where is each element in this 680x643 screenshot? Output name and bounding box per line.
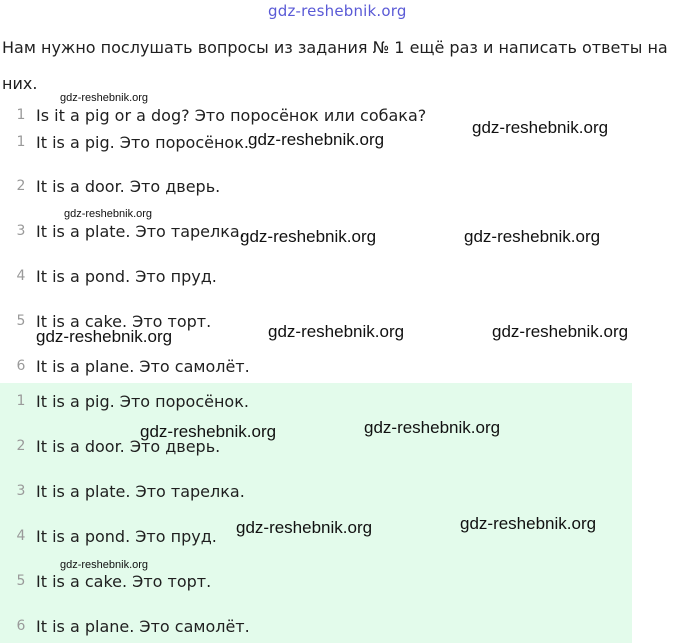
watermark: gdz-reshebnik.org [472,118,609,137]
watermark: gdz-reshebnik.org [268,322,405,341]
line-text: It is a plate. Это тарелка. [36,481,245,501]
line-number: 1 [16,107,26,123]
line-text: It is a pond. Это пруд. [36,266,217,286]
line-text: It is a pig. Это поросёнок. [36,391,249,411]
line-number: 5 [16,573,26,589]
task-instruction: Нам нужно послушать вопросы из задания № 1 ещё раз и написать ответы на них. [2,38,668,93]
header-watermark: gdz-reshebnik.org [268,2,407,20]
answer-block-background [0,383,632,643]
watermark: gdz-reshebnik.org [36,327,173,346]
watermark: gdz-reshebnik.org [236,518,373,537]
line-text: It is a plane. Это самолёт. [36,356,250,376]
line-number: 6 [16,618,26,634]
line-number: 1 [16,134,26,150]
line-text: Is it a pig or a dog? Это поросёнок или собака? [36,105,427,125]
line-number: 1 [16,393,26,409]
line-text: It is a pond. Это пруд. [36,526,217,546]
watermark: gdz-reshebnik.org [492,322,629,341]
line-text: It is a door. Это дверь. [36,436,221,456]
line-number: 4 [16,268,26,284]
line-number: 2 [16,178,26,194]
line-number: 5 [16,313,26,329]
line-number: 6 [16,358,26,374]
line-number: 4 [16,528,26,544]
line-text: It is a cake. Это торт. [36,571,212,591]
watermark: gdz-reshebnik.org [60,559,149,571]
line-text: It is a door. Это дверь. [36,176,221,196]
watermark: gdz-reshebnik.org [240,227,377,246]
watermark: gdz-reshebnik.org [248,130,385,149]
watermark: gdz-reshebnik.org [140,422,277,441]
watermark: gdz-reshebnik.org [64,208,153,220]
line-number: 3 [16,223,26,239]
watermark: gdz-reshebnik.org [364,418,501,437]
line-text: It is a cake. Это торт. [36,311,212,331]
watermark: gdz-reshebnik.org [460,514,597,533]
line-text: It is a pig. Это поросёнок. [36,132,249,152]
line-number: 2 [16,438,26,454]
watermark: gdz-reshebnik.org [60,92,149,104]
line-number: 3 [16,483,26,499]
line-text: It is a plane. Это самолёт. [36,616,250,636]
watermark: gdz-reshebnik.org [464,227,601,246]
line-text: It is a plate. Это тарелка. [36,221,245,241]
